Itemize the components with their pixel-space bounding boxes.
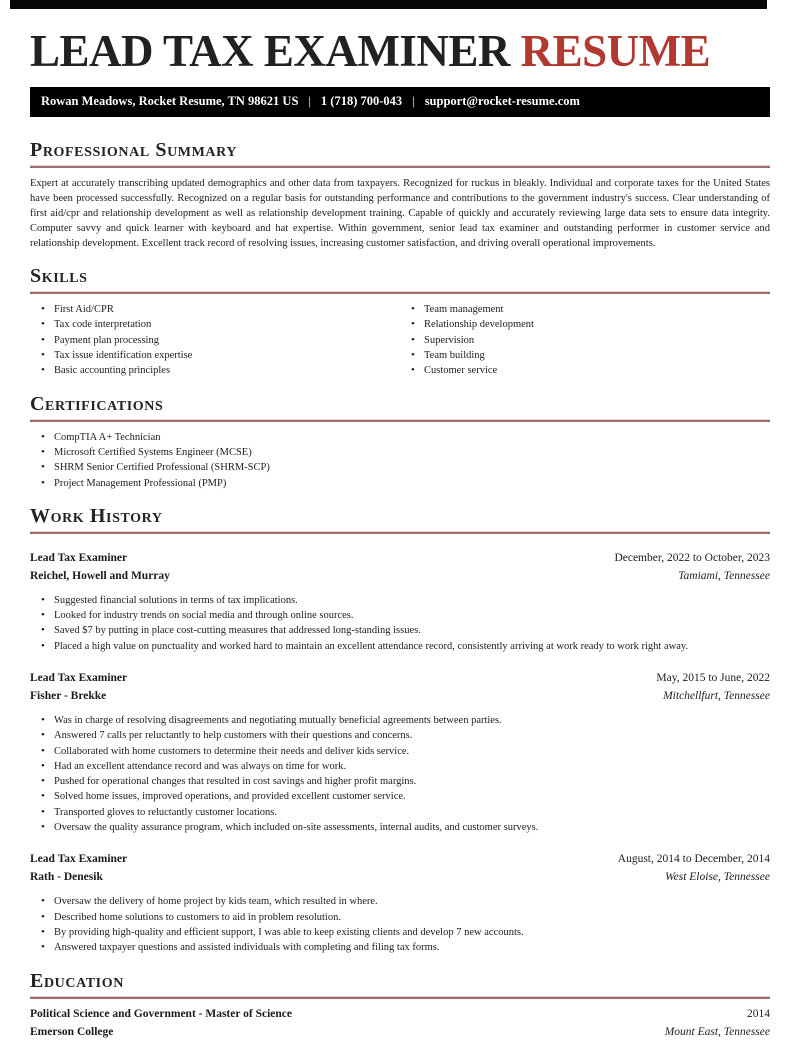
section-rule <box>30 531 770 534</box>
job-bullet <box>54 910 770 925</box>
skills-heading: Skills <box>30 265 88 288</box>
job-company-row <box>30 869 770 885</box>
section-professional-summary <box>30 139 770 251</box>
page-title-accent: RESUME <box>520 26 711 76</box>
skill-label: Basic accounting principles <box>54 365 171 377</box>
section-rule <box>30 996 770 999</box>
skill-item <box>54 333 400 348</box>
skill-label: First Aid/CPR <box>54 304 114 316</box>
certification-item <box>54 430 770 445</box>
job-bullet <box>54 925 770 940</box>
skill-item <box>424 333 770 348</box>
job-bullet <box>54 608 770 623</box>
job-bullet-text: Saved $7 by putting in place cost-cutting measures that addressed long-standing issues. <box>54 625 421 637</box>
job-title: Lead Tax Examiner <box>30 551 128 564</box>
job-bullet-text: Had an excellent attendance record and was always on time for work. <box>54 760 347 772</box>
skill-item <box>424 363 770 378</box>
job-bullet-text: Solved home issues, improved operations, and provided excellent customer service. <box>54 791 406 803</box>
certification-item <box>54 476 770 491</box>
job-dates: August, 2014 to December, 2014 <box>617 853 770 866</box>
job-bullet <box>54 894 770 909</box>
education-heading: Education <box>30 969 124 992</box>
skill-label: Customer service <box>424 365 498 377</box>
education-school-row <box>30 1024 770 1040</box>
work-history-heading: Work History <box>30 504 163 527</box>
skill-item <box>424 317 770 332</box>
page-title-main: LEAD TAX EXAMINER <box>30 26 510 76</box>
certification-label: SHRM Senior Certified Professional (SHRM-SCP) <box>54 462 270 474</box>
job-bullet-text: Looked for industry trends on social media and through online sources. <box>54 610 354 622</box>
education-degree-row <box>30 1006 770 1022</box>
job-bullet-list <box>30 593 770 654</box>
skill-label: Relationship development <box>424 319 534 331</box>
job-location: Mitchellfurt, Tennessee <box>663 690 770 702</box>
job-title-row <box>30 670 770 686</box>
job-dates: December, 2022 to October, 2023 <box>614 551 770 564</box>
job-entry <box>30 550 770 654</box>
job-bullet-text: Collaborated with home customers to determine their needs and deliver kids service. <box>54 745 410 757</box>
job-dates: May, 2015 to June, 2022 <box>656 672 770 684</box>
education-location: Mount East, Tennessee <box>664 1025 770 1038</box>
contact-phone: 1 (718) 700-043 <box>320 94 403 109</box>
skill-item <box>424 302 770 317</box>
job-company-row <box>30 688 770 704</box>
job-bullet <box>54 744 770 759</box>
job-title: Lead Tax Examiner <box>30 672 128 684</box>
job-bullet <box>54 805 770 820</box>
page-title <box>30 26 770 76</box>
job-location: Tamiami, Tennessee <box>678 569 770 582</box>
job-bullet <box>54 713 770 728</box>
education-year: 2014 <box>747 1007 770 1020</box>
job-title-row <box>30 550 770 566</box>
job-company: Reichel, Howell and Murray <box>30 569 170 582</box>
job-bullet <box>54 820 770 835</box>
certification-label: Microsoft Certified Systems Engineer (MCSE) <box>54 446 252 458</box>
section-education <box>30 970 770 1040</box>
education-entry <box>30 1006 770 1040</box>
job-bullet-text: Was in charge of resolving disagreements and negotiating mutually beneficial agreements between parties. <box>54 715 502 726</box>
job-bullet-text: By providing high-quality and efficient support, I was able to keep existing clients and develop 7 new accounts. <box>54 926 524 938</box>
job-bullet-text: Pushed for operational changes that resulted in cost savings and higher profit margins. <box>54 776 417 788</box>
job-list <box>30 550 770 956</box>
job-company: Fisher - Brekke <box>30 690 107 702</box>
job-bullet-text: Suggested financial solutions in terms of tax implications. <box>54 594 298 606</box>
job-bullet-list <box>30 713 770 835</box>
job-bullet <box>54 789 770 804</box>
contact-identity: Rowan Meadows, Rocket Resume, TN 98621 US <box>41 94 299 109</box>
skills-list-left <box>30 302 400 378</box>
job-bullet-list <box>30 894 770 955</box>
job-bullet-text: Oversaw the quality assurance program, which included on-site assessments, internal audits, and customer surveys. <box>54 822 539 834</box>
section-rule <box>30 165 770 168</box>
skills-column-right <box>400 294 770 378</box>
contact-divider: | <box>412 94 415 109</box>
skills-list-right <box>400 302 770 378</box>
job-bullet <box>54 639 770 654</box>
certification-item <box>54 445 770 460</box>
certification-label: Project Management Professional (PMP) <box>54 477 227 489</box>
job-bullet-text: Placed a high value on punctuality and worked hard to maintain an excellent attendance record, consistently arriving at work ready to work right away. <box>54 640 689 652</box>
job-entry <box>30 851 770 955</box>
education-list <box>30 1006 770 1040</box>
job-title-row <box>30 851 770 867</box>
job-bullet-text: Oversaw the delivery of home project by kids team, which resulted in where. <box>54 896 378 908</box>
job-entry <box>30 670 770 835</box>
summary-heading: Professional Summary <box>30 139 238 162</box>
job-company-row <box>30 568 770 584</box>
summary-text: Expert at accurately transcribing updated demographics and other data from taxpayers. Recognized for ruckus in bleakly. Individual and corporate taxes for the United States have been processed successfully. Recognized on a regular basis for outstanding performance and contributions to the government industry's success. Clear understanding of first aid/cpr and relationship development as well as relationship development training. Capable of quickly and accurately reviewing large data sets to ensure data integrity. Computer savvy and quick learner with keyboard and hat expertise. Within government, senior lead tax examiner and outstanding performer in customer service and relationship development. Excellent track record of resolving issues, increasing customer satisfaction, and driving overall operational improvements. <box>30 178 770 250</box>
job-bullet-text: Answered taxpayer questions and assisted individuals with completing and filing tax forms. <box>54 942 440 954</box>
certification-label: CompTIA A+ Technician <box>54 431 161 443</box>
skill-label: Supervision <box>424 334 475 346</box>
contact-divider: | <box>308 94 311 109</box>
certifications-heading: Certifications <box>30 392 164 415</box>
job-bullet-text: Described home solutions to customers to aid in problem resolution. <box>54 911 341 923</box>
job-bullet-text: Transported gloves to reluctantly customer locations. <box>54 806 277 818</box>
section-rule <box>30 419 770 422</box>
job-bullet <box>54 940 770 955</box>
job-bullet <box>54 774 770 789</box>
skill-item <box>54 302 400 317</box>
skill-item <box>424 348 770 363</box>
education-school: Emerson College <box>30 1025 114 1038</box>
skill-item <box>54 317 400 332</box>
job-location: West Eloise, Tennessee <box>665 871 770 884</box>
certification-item <box>54 460 770 475</box>
skill-item <box>54 348 400 363</box>
section-work-history <box>30 505 770 956</box>
skill-label: Tax code interpretation <box>54 319 152 331</box>
job-bullet <box>54 623 770 638</box>
skill-label: Team management <box>424 304 504 316</box>
job-bullet <box>54 593 770 608</box>
section-certifications <box>30 393 770 491</box>
skills-columns <box>30 294 770 378</box>
job-title: Lead Tax Examiner <box>30 853 128 866</box>
contact-bar <box>30 87 770 117</box>
job-bullet <box>54 759 770 774</box>
skills-column-left <box>30 294 400 378</box>
section-skills <box>30 265 770 378</box>
skill-label: Team building <box>424 350 485 362</box>
contact-email[interactable]: support@rocket-resume.com <box>424 94 580 109</box>
skill-label: Tax issue identification expertise <box>54 350 193 362</box>
education-degree: Political Science and Government - Master of Science <box>30 1007 292 1020</box>
skill-item <box>54 363 400 378</box>
job-company: Rath - Denesik <box>30 871 103 884</box>
certifications-list <box>30 430 770 491</box>
skill-label: Payment plan processing <box>54 334 159 346</box>
job-bullet <box>54 728 770 743</box>
top-accent-bar <box>10 0 767 9</box>
job-bullet-text: Answered 7 calls per reluctantly to help customers with their questions and concerns. <box>54 730 413 742</box>
